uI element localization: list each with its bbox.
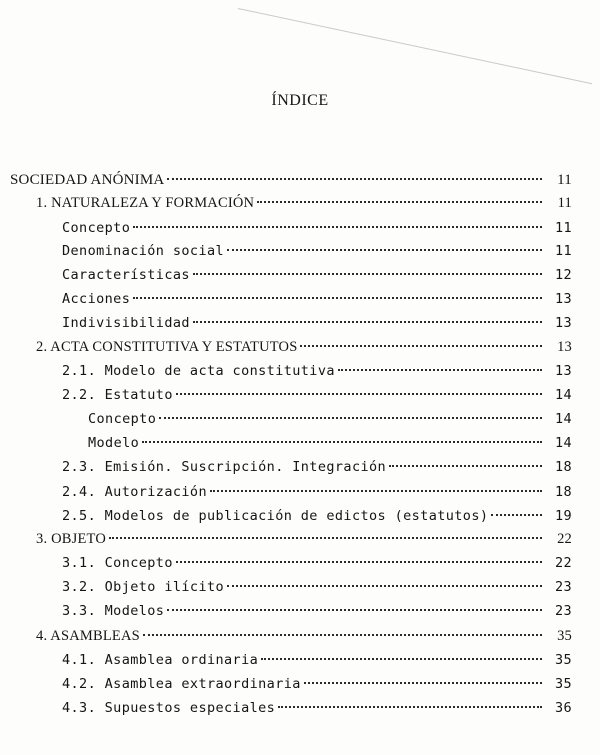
dot-leader xyxy=(300,345,542,347)
toc-entry-label: 2.3. Emisión. Suscripción. Integración xyxy=(62,459,387,475)
dot-leader xyxy=(167,609,542,611)
toc-entry[interactable] xyxy=(36,528,572,550)
dot-leader xyxy=(176,561,542,563)
toc-page-number: 12 xyxy=(554,267,572,283)
toc-entry-label: SOCIEDAD ANÓNIMA xyxy=(10,172,165,188)
toc-entry[interactable] xyxy=(62,552,572,574)
toc-entry[interactable] xyxy=(62,240,572,262)
dot-leader xyxy=(227,249,542,251)
toc-page-number: 18 xyxy=(554,459,572,475)
toc-entry[interactable] xyxy=(62,673,572,695)
toc-entry[interactable] xyxy=(62,384,572,406)
toc-entry-label: 4.1. Asamblea ordinaria xyxy=(62,652,259,668)
dot-leader xyxy=(491,514,542,516)
toc-entry[interactable] xyxy=(62,312,572,334)
toc-entry-label: 4.3. Supuestos especiales xyxy=(62,700,276,716)
dot-leader xyxy=(142,441,542,443)
toc-entry-label: 3.3. Modelos xyxy=(62,603,165,619)
toc-page-number: 11 xyxy=(557,195,572,211)
toc-entry[interactable] xyxy=(62,481,572,503)
toc-entry-label: 3.2. Objeto ilícito xyxy=(62,579,225,595)
toc-page-number: 22 xyxy=(557,531,572,547)
toc-page-number: 22 xyxy=(554,555,572,571)
toc-page-number: 19 xyxy=(554,508,572,524)
toc-entry[interactable] xyxy=(62,456,572,478)
toc-page-number: 23 xyxy=(554,603,572,619)
toc-page-number: 35 xyxy=(554,652,572,668)
toc-page-number: 36 xyxy=(554,700,572,716)
dot-leader xyxy=(159,417,542,419)
toc-entry-label: 2. ACTA CONSTITUTIVA Y ESTATUTOS xyxy=(36,339,298,355)
toc-page-number: 11 xyxy=(554,220,572,236)
toc-entry[interactable] xyxy=(62,264,572,286)
toc-entry[interactable] xyxy=(62,649,572,671)
dot-leader xyxy=(338,369,542,371)
dot-leader xyxy=(143,634,542,636)
toc-page-number: 13 xyxy=(554,315,572,331)
scan-artifact-line xyxy=(238,8,592,84)
toc-entry-label: 2.1. Modelo de acta constitutiva xyxy=(62,363,335,379)
dot-leader xyxy=(257,201,542,203)
dot-leader xyxy=(133,226,542,228)
dot-leader xyxy=(389,465,542,467)
toc-entry-label: Denominación social xyxy=(62,243,225,259)
dot-leader xyxy=(210,490,542,492)
toc-entry[interactable] xyxy=(62,576,572,598)
toc-page-number: 13 xyxy=(554,363,572,379)
toc-page-number: 14 xyxy=(554,387,572,403)
dot-leader xyxy=(193,273,542,275)
toc-entry[interactable] xyxy=(88,432,572,454)
dot-leader xyxy=(109,537,542,539)
toc-entry[interactable] xyxy=(62,505,572,527)
dot-leader xyxy=(133,297,542,299)
toc-entry[interactable] xyxy=(62,360,572,382)
toc-page-number: 14 xyxy=(554,411,572,427)
dot-leader xyxy=(278,706,542,708)
toc-entry-label: Modelo xyxy=(88,435,140,451)
dot-leader xyxy=(261,658,542,660)
toc-entry-label: 4. ASAMBLEAS xyxy=(36,628,140,644)
toc-page-number: 23 xyxy=(554,579,572,595)
toc-page-number: 35 xyxy=(557,628,572,644)
dot-leader xyxy=(304,682,542,684)
toc-entry-label: Características xyxy=(62,267,190,283)
toc-entry[interactable] xyxy=(36,192,572,214)
toc-entry[interactable] xyxy=(62,600,572,622)
toc-entry-label: 2.4. Autorización xyxy=(62,484,207,500)
toc-entry-label: 2.5. Modelos de publicación de edictos (estatutos) xyxy=(62,508,489,524)
toc-entry-label: Acciones xyxy=(62,291,131,307)
toc-page-number: 11 xyxy=(557,172,572,188)
toc-entry-label: 2.2. Estatuto xyxy=(62,387,173,403)
dot-leader xyxy=(193,321,542,323)
toc-entry[interactable] xyxy=(36,336,572,358)
toc-entry-label: 1. NATURALEZA Y FORMACIÓN xyxy=(36,195,255,211)
toc-page-number: 13 xyxy=(557,339,572,355)
toc-entry-label: 3.1. Concepto xyxy=(62,555,173,571)
toc-entry-label: 3. OBJETO xyxy=(36,531,107,547)
toc-page-number: 35 xyxy=(554,676,572,692)
toc-entry[interactable] xyxy=(36,625,572,647)
toc-entry-label: Concepto xyxy=(62,220,131,236)
toc-entry-label: 4.2. Asamblea extraordinaria xyxy=(62,676,301,692)
toc-entry-label: Concepto xyxy=(88,411,157,427)
toc-entry[interactable] xyxy=(62,217,572,239)
toc-page-number: 14 xyxy=(554,435,572,451)
dot-leader xyxy=(167,178,542,180)
toc-page-number: 18 xyxy=(554,484,572,500)
toc-entry[interactable] xyxy=(88,408,572,430)
page-title: ÍNDICE xyxy=(271,92,329,109)
toc-page-number: 11 xyxy=(554,243,572,259)
dot-leader xyxy=(227,585,542,587)
dot-leader xyxy=(176,393,542,395)
toc-entry-label: Indivisibilidad xyxy=(62,315,190,331)
toc-entry[interactable] xyxy=(62,288,572,310)
toc-entry[interactable] xyxy=(10,169,572,191)
toc-page-number: 13 xyxy=(554,291,572,307)
toc-entry[interactable] xyxy=(62,697,572,719)
